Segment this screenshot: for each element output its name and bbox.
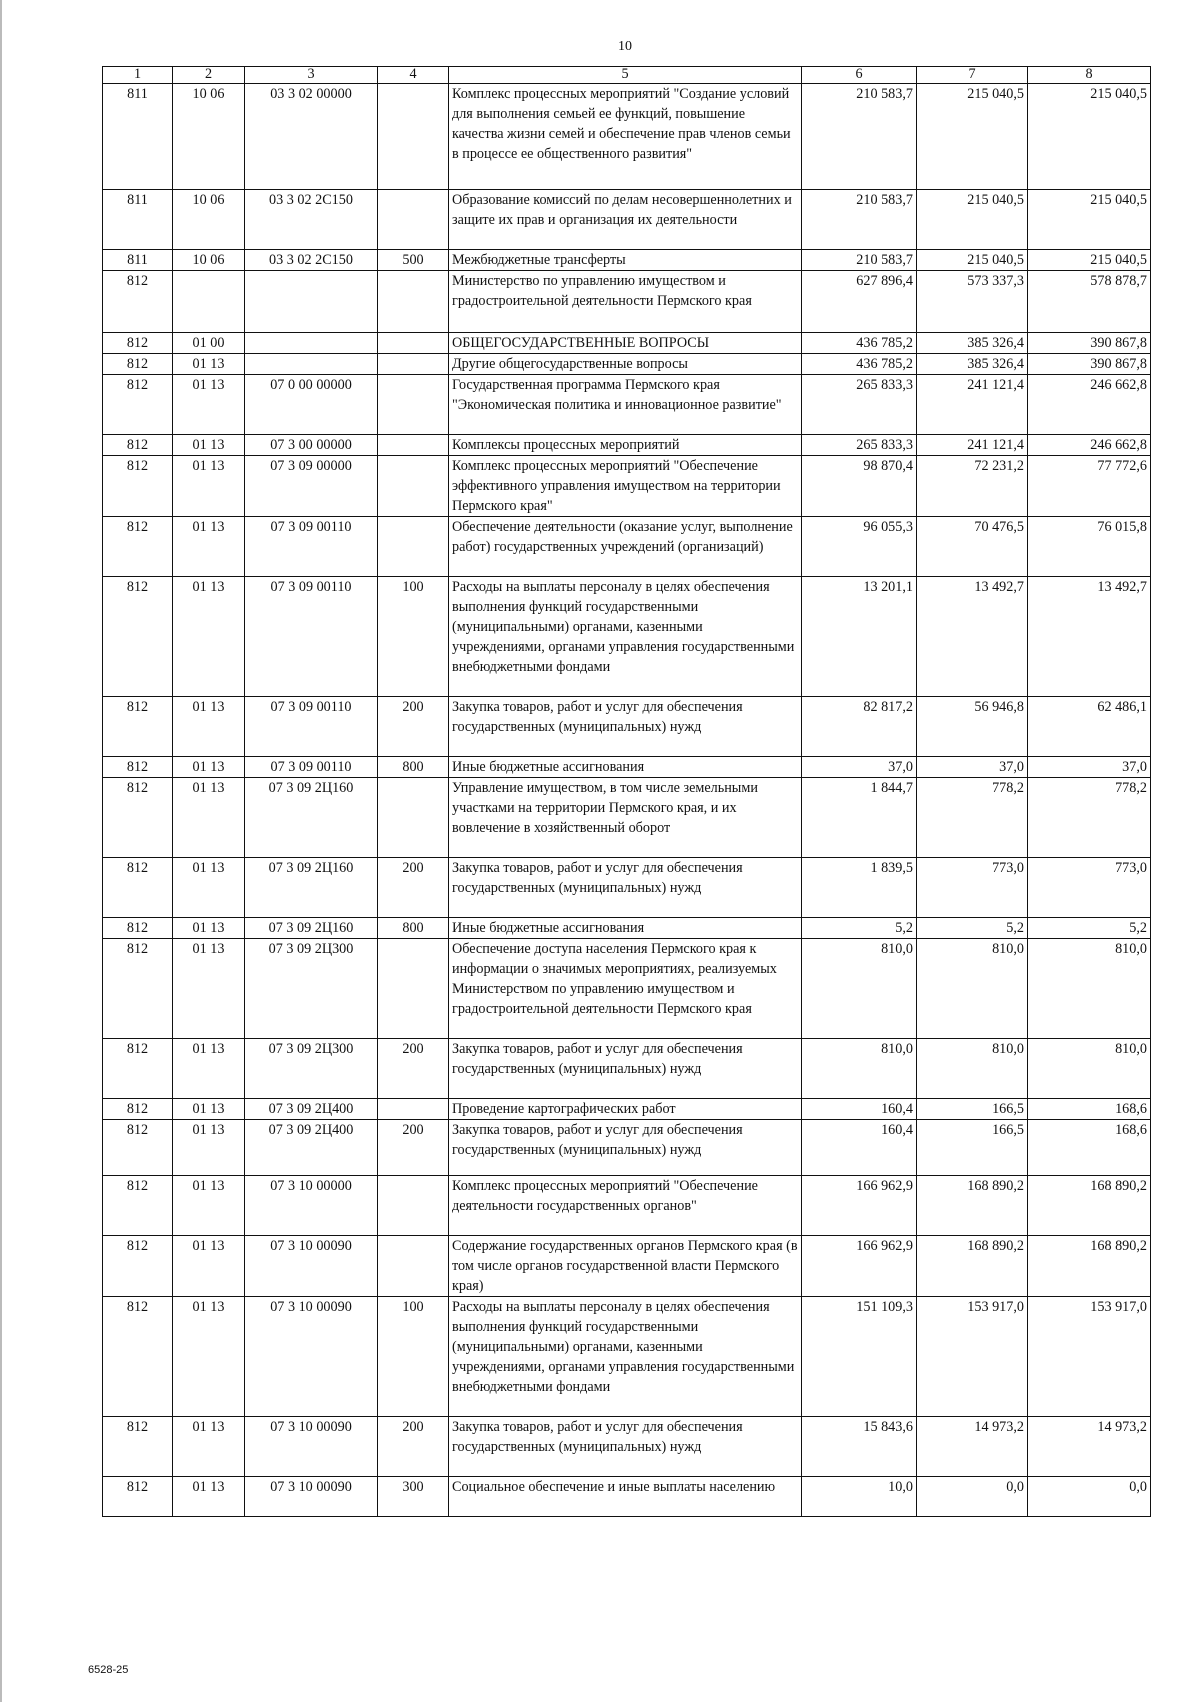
row-description: Комплекс процессных мероприятий "Обеспечение деятельности государственных органов": [449, 1176, 802, 1236]
row-target-code: 07 3 09 00110: [245, 757, 378, 778]
row-value-col8: 778,2: [1028, 778, 1151, 858]
row-admin-code: 812: [103, 577, 173, 697]
row-section-code: 10 06: [173, 250, 245, 271]
row-section-code: 01 13: [173, 577, 245, 697]
row-description: Управление имуществом, в том числе земельными участками на территории Пермского края, и их вовлечение в хозяйственный оборот: [449, 778, 802, 858]
table-row: [103, 697, 1151, 757]
row-expense-type: 200: [378, 858, 449, 918]
table-row: [103, 1236, 1151, 1297]
row-description: Социальное обеспечение и иные выплаты населению: [449, 1477, 802, 1517]
row-section-code: 01 13: [173, 456, 245, 517]
row-value-col6: 436 785,2: [802, 333, 917, 354]
row-admin-code: 812: [103, 517, 173, 577]
table-row: [103, 918, 1151, 939]
table-row: [103, 456, 1151, 517]
row-value-col8: 5,2: [1028, 918, 1151, 939]
row-value-col7: 168 890,2: [917, 1176, 1028, 1236]
row-expense-type: 200: [378, 1039, 449, 1099]
row-value-col6: 160,4: [802, 1099, 917, 1120]
column-header: 2: [173, 67, 245, 84]
row-value-col8: 215 040,5: [1028, 84, 1151, 190]
row-section-code: 01 13: [173, 1039, 245, 1099]
row-value-col7: 0,0: [917, 1477, 1028, 1517]
row-admin-code: 812: [103, 271, 173, 333]
row-value-col8: 168 890,2: [1028, 1236, 1151, 1297]
row-admin-code: 812: [103, 1039, 173, 1099]
row-value-col8: 14 973,2: [1028, 1417, 1151, 1477]
row-value-col8: 0,0: [1028, 1477, 1151, 1517]
row-section-code: 01 13: [173, 778, 245, 858]
row-value-col8: 246 662,8: [1028, 375, 1151, 435]
row-section-code: 01 13: [173, 1417, 245, 1477]
row-section-code: 01 13: [173, 918, 245, 939]
row-target-code: 07 3 10 00090: [245, 1236, 378, 1297]
row-value-col6: 210 583,7: [802, 84, 917, 190]
row-target-code: 07 3 09 2Ц300: [245, 939, 378, 1039]
row-admin-code: 812: [103, 778, 173, 858]
row-section-code: 01 13: [173, 435, 245, 456]
row-expense-type: [378, 190, 449, 250]
table-row: [103, 271, 1151, 333]
table-row: [103, 517, 1151, 577]
row-section-code: 01 13: [173, 858, 245, 918]
row-expense-type: [378, 778, 449, 858]
document-id: 6528-25: [88, 1664, 129, 1676]
row-admin-code: 812: [103, 435, 173, 456]
page-number: 10: [618, 39, 632, 54]
row-value-col8: 37,0: [1028, 757, 1151, 778]
row-value-col6: 436 785,2: [802, 354, 917, 375]
row-value-col8: 578 878,7: [1028, 271, 1151, 333]
table-row: [103, 1039, 1151, 1099]
row-description: Закупка товаров, работ и услуг для обеспечения государственных (муниципальных) нужд: [449, 697, 802, 757]
row-value-col7: 773,0: [917, 858, 1028, 918]
row-value-col8: 62 486,1: [1028, 697, 1151, 757]
row-admin-code: 812: [103, 697, 173, 757]
row-value-col6: 15 843,6: [802, 1417, 917, 1477]
row-target-code: 07 3 09 2Ц160: [245, 918, 378, 939]
row-admin-code: 812: [103, 333, 173, 354]
budget-table: [102, 66, 1151, 1517]
row-section-code: 01 00: [173, 333, 245, 354]
row-value-col6: 810,0: [802, 1039, 917, 1099]
row-target-code: 03 3 02 00000: [245, 84, 378, 190]
column-header: 6: [802, 67, 917, 84]
row-expense-type: 200: [378, 1417, 449, 1477]
row-admin-code: 812: [103, 918, 173, 939]
row-description: Иные бюджетные ассигнования: [449, 757, 802, 778]
row-value-col6: 810,0: [802, 939, 917, 1039]
column-header: 5: [449, 67, 802, 84]
row-value-col6: 160,4: [802, 1120, 917, 1176]
row-section-code: 01 13: [173, 939, 245, 1039]
row-admin-code: 812: [103, 375, 173, 435]
row-value-col6: 166 962,9: [802, 1236, 917, 1297]
table-row: [103, 84, 1151, 190]
row-section-code: [173, 271, 245, 333]
row-value-col7: 778,2: [917, 778, 1028, 858]
row-section-code: 01 13: [173, 517, 245, 577]
row-admin-code: 812: [103, 354, 173, 375]
row-section-code: 01 13: [173, 375, 245, 435]
table-row: [103, 939, 1151, 1039]
row-value-col6: 1 839,5: [802, 858, 917, 918]
row-description: Другие общегосударственные вопросы: [449, 354, 802, 375]
row-value-col7: 166,5: [917, 1120, 1028, 1176]
row-target-code: 07 0 00 00000: [245, 375, 378, 435]
row-admin-code: 812: [103, 1099, 173, 1120]
row-value-col6: 5,2: [802, 918, 917, 939]
row-value-col7: 215 040,5: [917, 250, 1028, 271]
row-description: Обеспечение доступа населения Пермского края к информации о значимых мероприятиях, реализуемых Министерством по управлению имуществом и градостроительной деятельности Пермского края: [449, 939, 802, 1039]
row-target-code: 07 3 09 00110: [245, 697, 378, 757]
row-target-code: 07 3 10 00000: [245, 1176, 378, 1236]
row-value-col7: 810,0: [917, 1039, 1028, 1099]
table-row: [103, 757, 1151, 778]
row-expense-type: [378, 1236, 449, 1297]
row-value-col7: 215 040,5: [917, 84, 1028, 190]
row-value-col7: 166,5: [917, 1099, 1028, 1120]
table-row: [103, 333, 1151, 354]
row-section-code: 01 13: [173, 697, 245, 757]
table-row: [103, 250, 1151, 271]
row-value-col7: 810,0: [917, 939, 1028, 1039]
row-value-col7: 153 917,0: [917, 1297, 1028, 1417]
row-value-col8: 168,6: [1028, 1099, 1151, 1120]
table-row: [103, 354, 1151, 375]
row-description: Образование комиссий по делам несовершеннолетних и защите их прав и организация их деятельности: [449, 190, 802, 250]
table-header-row: [103, 67, 1151, 84]
row-section-code: 01 13: [173, 354, 245, 375]
column-header: 8: [1028, 67, 1151, 84]
row-description: Иные бюджетные ассигнования: [449, 918, 802, 939]
scan-edge: [0, 0, 2, 1702]
row-value-col8: 810,0: [1028, 1039, 1151, 1099]
row-description: Закупка товаров, работ и услуг для обеспечения государственных (муниципальных) нужд: [449, 858, 802, 918]
row-value-col8: 168,6: [1028, 1120, 1151, 1176]
row-section-code: 01 13: [173, 1236, 245, 1297]
row-target-code: 07 3 09 2Ц400: [245, 1120, 378, 1176]
table-row: [103, 1120, 1151, 1176]
row-value-col6: 151 109,3: [802, 1297, 917, 1417]
row-value-col7: 37,0: [917, 757, 1028, 778]
row-target-code: 07 3 09 00110: [245, 577, 378, 697]
row-target-code: 07 3 00 00000: [245, 435, 378, 456]
row-value-col7: 168 890,2: [917, 1236, 1028, 1297]
row-admin-code: 812: [103, 1417, 173, 1477]
row-value-col8: 390 867,8: [1028, 354, 1151, 375]
row-value-col6: 82 817,2: [802, 697, 917, 757]
row-value-col8: 76 015,8: [1028, 517, 1151, 577]
row-value-col7: 13 492,7: [917, 577, 1028, 697]
table-row: [103, 1297, 1151, 1417]
row-description: Закупка товаров, работ и услуг для обеспечения государственных (муниципальных) нужд: [449, 1417, 802, 1477]
row-value-col6: 627 896,4: [802, 271, 917, 333]
row-value-col6: 98 870,4: [802, 456, 917, 517]
row-expense-type: 500: [378, 250, 449, 271]
row-target-code: [245, 333, 378, 354]
row-admin-code: 811: [103, 190, 173, 250]
table-row: [103, 1477, 1151, 1517]
column-header: 7: [917, 67, 1028, 84]
row-value-col8: 215 040,5: [1028, 250, 1151, 271]
row-target-code: 07 3 09 00000: [245, 456, 378, 517]
row-value-col6: 265 833,3: [802, 375, 917, 435]
row-admin-code: 812: [103, 858, 173, 918]
row-expense-type: [378, 456, 449, 517]
row-target-code: 03 3 02 2С150: [245, 250, 378, 271]
row-value-col7: 70 476,5: [917, 517, 1028, 577]
row-section-code: 01 13: [173, 1477, 245, 1517]
row-expense-type: [378, 1176, 449, 1236]
row-target-code: 07 3 10 00090: [245, 1477, 378, 1517]
row-description: Комплексы процессных мероприятий: [449, 435, 802, 456]
row-description: Комплекс процессных мероприятий "Создание условий для выполнения семьей ее функций, повышение качества жизни семей и обеспечение прав членов семьи в процессе ее общественного развития": [449, 84, 802, 190]
row-description: Проведение картографических работ: [449, 1099, 802, 1120]
row-admin-code: 811: [103, 84, 173, 190]
row-expense-type: [378, 84, 449, 190]
row-section-code: 01 13: [173, 757, 245, 778]
row-admin-code: 812: [103, 939, 173, 1039]
row-description: Обеспечение деятельности (оказание услуг, выполнение работ) государственных учреждений (организаций): [449, 517, 802, 577]
table-row: [103, 577, 1151, 697]
row-expense-type: [378, 375, 449, 435]
row-description: Закупка товаров, работ и услуг для обеспечения государственных (муниципальных) нужд: [449, 1120, 802, 1176]
row-target-code: 07 3 09 2Ц300: [245, 1039, 378, 1099]
table-row: [103, 435, 1151, 456]
row-value-col7: 385 326,4: [917, 333, 1028, 354]
row-admin-code: 812: [103, 1477, 173, 1517]
row-expense-type: 100: [378, 1297, 449, 1417]
row-expense-type: [378, 354, 449, 375]
row-expense-type: 100: [378, 577, 449, 697]
row-admin-code: 812: [103, 1176, 173, 1236]
table-row: [103, 190, 1151, 250]
row-admin-code: 812: [103, 1297, 173, 1417]
row-value-col7: 241 121,4: [917, 375, 1028, 435]
table-row: [103, 1176, 1151, 1236]
row-value-col8: 773,0: [1028, 858, 1151, 918]
row-target-code: 07 3 09 00110: [245, 517, 378, 577]
table-row: [103, 375, 1151, 435]
row-value-col6: 96 055,3: [802, 517, 917, 577]
row-value-col6: 13 201,1: [802, 577, 917, 697]
row-expense-type: 200: [378, 697, 449, 757]
row-value-col7: 241 121,4: [917, 435, 1028, 456]
row-description: Межбюджетные трансферты: [449, 250, 802, 271]
row-description: Расходы на выплаты персоналу в целях обеспечения выполнения функций государственными (муниципальными) органами, казенными учреждениями, органами управления государственными внебюджетными фондами: [449, 1297, 802, 1417]
row-value-col8: 77 772,6: [1028, 456, 1151, 517]
row-expense-type: [378, 939, 449, 1039]
row-section-code: 01 13: [173, 1297, 245, 1417]
row-value-col8: 390 867,8: [1028, 333, 1151, 354]
column-header: 1: [103, 67, 173, 84]
row-value-col8: 168 890,2: [1028, 1176, 1151, 1236]
row-value-col6: 210 583,7: [802, 190, 917, 250]
row-expense-type: 800: [378, 757, 449, 778]
row-expense-type: 200: [378, 1120, 449, 1176]
row-value-col6: 10,0: [802, 1477, 917, 1517]
table-body: [103, 84, 1151, 1517]
row-admin-code: 812: [103, 1120, 173, 1176]
row-value-col7: 385 326,4: [917, 354, 1028, 375]
row-value-col7: 5,2: [917, 918, 1028, 939]
row-value-col6: 166 962,9: [802, 1176, 917, 1236]
row-section-code: 01 13: [173, 1176, 245, 1236]
row-target-code: [245, 271, 378, 333]
row-admin-code: 811: [103, 250, 173, 271]
row-expense-type: [378, 271, 449, 333]
row-target-code: [245, 354, 378, 375]
row-expense-type: [378, 1099, 449, 1120]
row-description: Государственная программа Пермского края "Экономическая политика и инновационное развитие": [449, 375, 802, 435]
row-value-col8: 13 492,7: [1028, 577, 1151, 697]
table-row: [103, 858, 1151, 918]
column-header: 4: [378, 67, 449, 84]
row-target-code: 07 3 10 00090: [245, 1297, 378, 1417]
row-expense-type: [378, 517, 449, 577]
table-row: [103, 1099, 1151, 1120]
row-value-col8: 810,0: [1028, 939, 1151, 1039]
row-admin-code: 812: [103, 757, 173, 778]
row-value-col6: 210 583,7: [802, 250, 917, 271]
row-admin-code: 812: [103, 1236, 173, 1297]
row-admin-code: 812: [103, 456, 173, 517]
row-target-code: 07 3 10 00090: [245, 1417, 378, 1477]
row-target-code: 07 3 09 2Ц160: [245, 858, 378, 918]
row-description: Расходы на выплаты персоналу в целях обеспечения выполнения функций государственными (муниципальными) органами, казенными учреждениями, органами управления государственными внебюджетными фондами: [449, 577, 802, 697]
row-value-col8: 215 040,5: [1028, 190, 1151, 250]
row-description: Закупка товаров, работ и услуг для обеспечения государственных (муниципальных) нужд: [449, 1039, 802, 1099]
row-description: Министерство по управлению имуществом и градостроительной деятельности Пермского края: [449, 271, 802, 333]
row-value-col7: 72 231,2: [917, 456, 1028, 517]
row-value-col6: 37,0: [802, 757, 917, 778]
row-section-code: 10 06: [173, 84, 245, 190]
column-header: 3: [245, 67, 378, 84]
row-target-code: 07 3 09 2Ц160: [245, 778, 378, 858]
row-expense-type: [378, 435, 449, 456]
row-value-col7: 56 946,8: [917, 697, 1028, 757]
row-description: Содержание государственных органов Пермского края (в том числе органов государственной власти Пермского края): [449, 1236, 802, 1297]
row-target-code: 07 3 09 2Ц400: [245, 1099, 378, 1120]
row-value-col6: 265 833,3: [802, 435, 917, 456]
row-value-col7: 573 337,3: [917, 271, 1028, 333]
row-target-code: 03 3 02 2С150: [245, 190, 378, 250]
row-value-col7: 14 973,2: [917, 1417, 1028, 1477]
row-value-col8: 246 662,8: [1028, 435, 1151, 456]
row-section-code: 01 13: [173, 1099, 245, 1120]
row-expense-type: 300: [378, 1477, 449, 1517]
row-expense-type: [378, 333, 449, 354]
row-description: ОБЩЕГОСУДАРСТВЕННЫЕ ВОПРОСЫ: [449, 333, 802, 354]
row-value-col6: 1 844,7: [802, 778, 917, 858]
row-expense-type: 800: [378, 918, 449, 939]
row-description: Комплекс процессных мероприятий "Обеспечение эффективного управления имуществом на территории Пермского края": [449, 456, 802, 517]
row-section-code: 10 06: [173, 190, 245, 250]
row-section-code: 01 13: [173, 1120, 245, 1176]
table-row: [103, 778, 1151, 858]
row-value-col8: 153 917,0: [1028, 1297, 1151, 1417]
row-value-col7: 215 040,5: [917, 190, 1028, 250]
table-row: [103, 1417, 1151, 1477]
